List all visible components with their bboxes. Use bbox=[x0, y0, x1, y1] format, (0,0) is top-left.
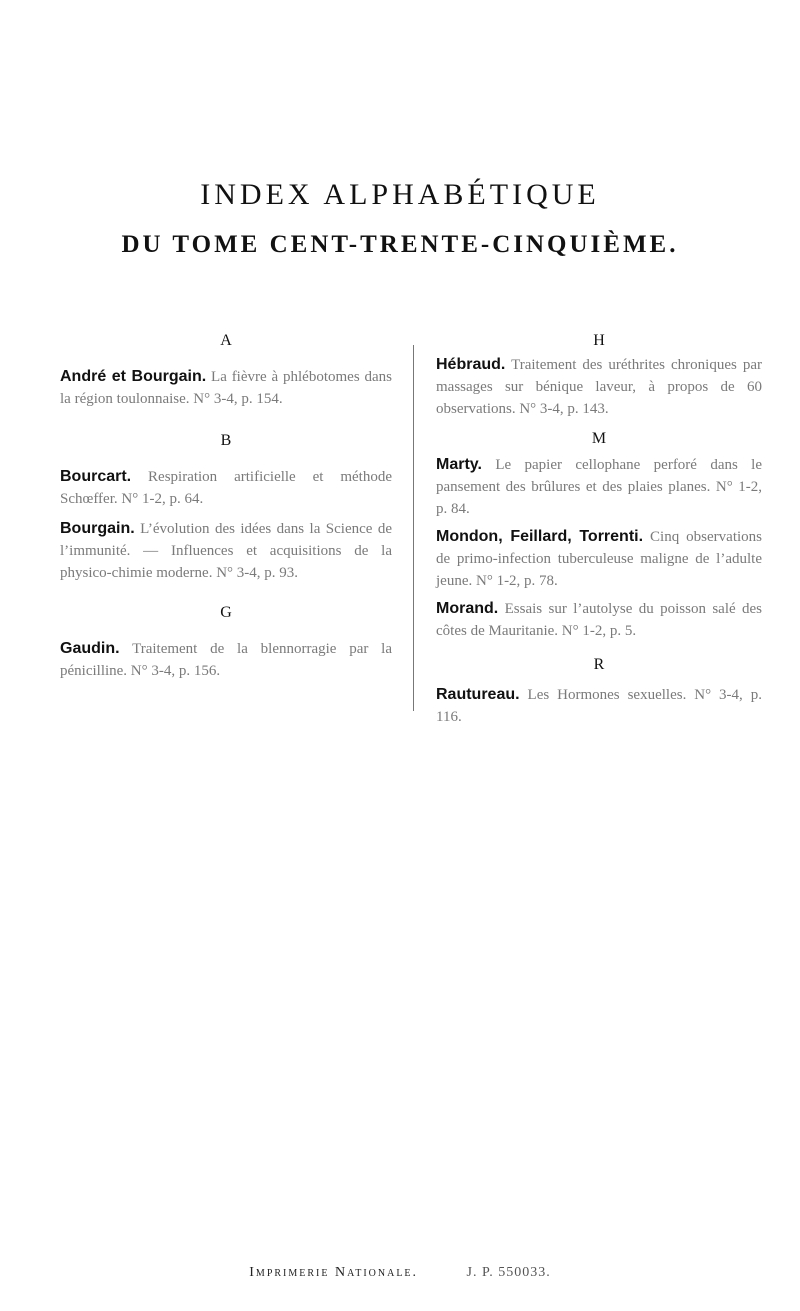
section-letter-m: M bbox=[591, 430, 607, 447]
section-letter-r: R bbox=[593, 656, 605, 673]
index-entry-morand bbox=[436, 598, 762, 642]
printer-name: Imprimerie Nationale. bbox=[249, 1265, 419, 1280]
index-entry-rautureau bbox=[436, 684, 762, 728]
entry-description: Traitement de la blennorragie par la pénicilline. N° 3-4, p. 156. bbox=[60, 641, 392, 679]
entry-author: Hébraud. bbox=[436, 356, 506, 373]
index-entry-marty bbox=[436, 454, 762, 520]
section-letter-a: A bbox=[220, 332, 232, 349]
entry-description: Les Hormones sexuelles. N° 3-4, p. 116. bbox=[436, 687, 762, 725]
entry-author: Bourcart. bbox=[60, 468, 132, 485]
index-column-left bbox=[60, 330, 392, 682]
index-entry-andre-bourgain bbox=[60, 366, 392, 410]
index-column-right bbox=[436, 330, 762, 728]
entry-author: Mondon, Feillard, Torrenti. bbox=[436, 528, 644, 545]
index-entry-mondon-feillard-torrenti bbox=[436, 526, 762, 592]
section-letter-h: H bbox=[593, 332, 605, 349]
page-title: INDEX ALPHABÉTIQUE bbox=[200, 178, 600, 211]
print-reference: J. P. 550033. bbox=[466, 1265, 551, 1280]
entry-author: André et Bourgain. bbox=[60, 368, 207, 385]
page-subtitle: DU TOME CENT-TRENTE-CINQUIÈME. bbox=[121, 231, 679, 258]
column-divider bbox=[413, 345, 414, 711]
index-entry-bourgain bbox=[60, 518, 392, 584]
entry-description: Essais sur l’autolyse du poisson salé des côtes de Mauritanie. N° 1-2, p. 5. bbox=[436, 601, 763, 639]
entry-author: Rautureau. bbox=[436, 686, 520, 703]
entry-description: L’évolution des idées dans la Science de l’immunité. — Influences et acquisitions de la physico-chimie moderne. N° 3-4, p. 93. bbox=[60, 521, 392, 581]
section-letter-g: G bbox=[220, 604, 232, 621]
entry-description: Respiration artificielle et méthode Schœffer. N° 1-2, p. 64. bbox=[60, 469, 392, 507]
entry-author: Bourgain. bbox=[60, 520, 135, 537]
section-letter-b: B bbox=[220, 432, 232, 449]
entry-author: Marty. bbox=[436, 456, 482, 473]
entry-description: La fièvre à phlébotomes dans la région toulonnaise. N° 3-4, p. 154. bbox=[60, 369, 392, 407]
imprint-footer bbox=[0, 1265, 800, 1281]
entry-description: Cinq observations de primo-infection tuberculeuse maligne de l’adulte jeune. N° 1-2, p. 78. bbox=[436, 529, 763, 589]
entry-author: Gaudin. bbox=[60, 640, 120, 657]
entry-description: Traitement des uréthrites chroniques par massages sur bénique laveur, à propos de 60 observations. N° 3-4, p. 143. bbox=[436, 357, 763, 417]
index-entry-gaudin bbox=[60, 638, 392, 682]
index-entry-hebraud bbox=[436, 354, 762, 420]
entry-author: Morand. bbox=[436, 600, 499, 617]
index-entry-bourcart bbox=[60, 466, 392, 510]
entry-description: Le papier cellophane perforé dans le pansement des brûlures et des plaies planes. N° 1-2, p. 84. bbox=[436, 457, 763, 517]
